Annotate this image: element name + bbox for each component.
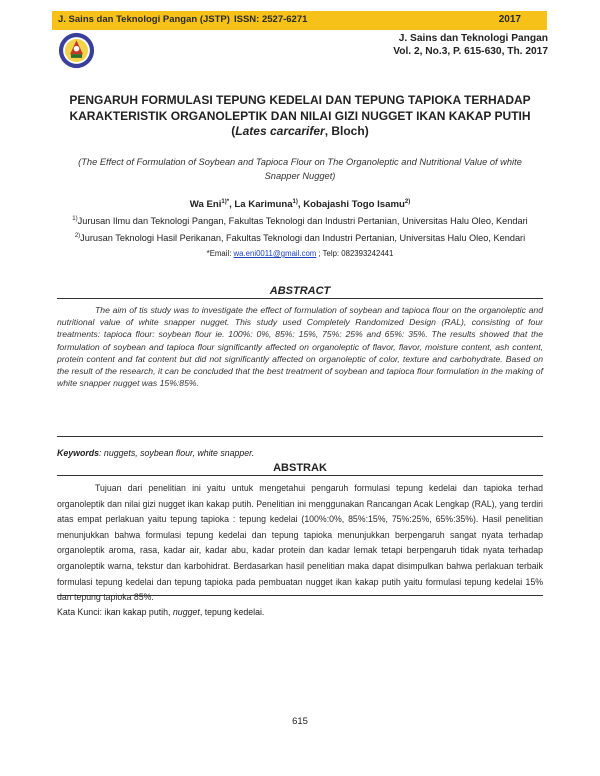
journal-name: J. Sains dan Teknologi Pangan (JSTP): [58, 14, 230, 25]
title-part1: PENGARUH FORMULASI TEPUNG KEDELAI DAN TEPUNG TAPIOKA TERHADAP KARAKTERISTIK ORGANOLEPTIK DAN NILAI GIZI NUGGET IKAN KAKAP PUTIH (: [69, 93, 531, 138]
journal-header-bar: [52, 11, 547, 30]
kata-kunci: [57, 607, 543, 617]
abstrak-body: Tujuan dari penelitian ini yaitu untuk mengetahui pengaruh formulasi tepung kedelai dan tapioka terhad organoleptik dan nilai gizi nugget ikan kakap putih. Penelitian ini menggunakan Rancangan Acak Lengkap (RAL), yang terdiri atas empat perlakuan yaitu tepung tapioka : tepung kedelai (100%:0%, 85%:15%, 75%:25%, 65%:35%). Hasil penelitian menunjukkan bahwa formulasi tepung kedelai dan tepung tapioka menunjukkan berpengaruh sangat nyata terhadap organoleptik aroma, rasa, kadar air, kadar abu, kadar protein dan kadar lemak tetapi berpengaruh tidak nyata terhadap organoleptik warna, tekstur dan karbohidrat. Berdasarkan hasil penelitian maka dapat disimpulkan bahwa perlakuan terbaik formulasi tepung kedelai dan tepung tapioka pada pembuatan nugget ikan kakap putih yaitu formulasi tepung kedelai 15% dan tepung tapioka 85%.: [57, 483, 543, 603]
affiliation: [60, 233, 540, 243]
divider: [57, 298, 543, 299]
kata-kunci-italic: nugget: [172, 607, 200, 617]
affiliation: [60, 216, 540, 226]
keywords-text: : nuggets, soybean flour, white snapper.: [99, 448, 255, 458]
kata-kunci-prefix: Kata Kunci: ikan kakap putih,: [57, 607, 173, 617]
title-part2: , Bloch): [324, 124, 369, 138]
divider: [57, 475, 543, 476]
journal-short-name: J. Sains dan Teknologi Pangan: [398, 33, 548, 44]
abstract-heading: ABSTRACT: [269, 285, 331, 297]
page-number: 615: [292, 716, 308, 727]
abstrak-heading: ABSTRAK: [273, 462, 327, 474]
authors: Wa Eni$^{1)*}$, La Karimuna$^{1)}$, Kobajashi Togo Isamu$^{2)}$: [189, 199, 411, 211]
affiliation-sup: 1): [72, 216, 78, 222]
affiliation-text: Jurusan Teknologi Hasil Perikanan, Fakultas Teknologi dan Industri Pertanian, Universitas Halu Oleo, Kendari: [80, 233, 526, 244]
affiliation-sup: 2): [74, 233, 81, 239]
university-logo: [58, 32, 95, 69]
contact-line: [60, 249, 540, 258]
issn: ISSN: 2527-6271: [234, 14, 308, 25]
kata-kunci-suffix: , tepung kedelai.: [199, 607, 265, 617]
abstract-body: The aim of tis study was to investigate the effect of formulation of soybean and tapioca flour on the organoleptic and nutritional value of white snapper nugget. This study used Completely Randomized Design (RAL), consisting of four treatments: tapioca flour: soybean flour ie. 100%: 0%, 85%: 15%, 75%: 25% and 65%: 35%. The results showed that the formulation of soybean and tapioca flour significantly affected on organoleptic of flavor, flavor, moisture content, ash content, protein content and fat content but did not significantly affected on organoleptic of color, texture and carbohydrate. Based on the result of the research, it can be concluded that the best treatment of soybean and tapioca flour formulation in the making of white snapper nugget was 15%:85%.: [57, 305, 543, 389]
author-name: Wa Eni: [189, 199, 222, 211]
author-name: Kobajashi Togo Isamu: [303, 199, 405, 211]
paper-subtitle: (The Effect of Formulation of Soybean and Tapioca Flour on The Organoleptic and Nutritional Value of white Snapper Nugget): [78, 157, 522, 181]
divider: [57, 436, 543, 437]
paper-title: [60, 93, 540, 140]
journal-info: [393, 32, 548, 58]
email-link[interactable]: wa.eni0011@gmail.com: [233, 249, 317, 258]
divider: [57, 595, 543, 596]
keywords: [57, 448, 543, 458]
email-prefix: *Email:: [206, 249, 234, 258]
title-species: Lates carcarifer: [235, 124, 325, 138]
journal-year: 2017: [498, 14, 521, 25]
author-sup: 1): [292, 199, 298, 205]
author-sup: 1)*: [221, 199, 230, 205]
affiliation-text: Jurusan Ilmu dan Teknologi Pangan, Fakultas Teknologi dan Industri Pertanian, Universitas Halu Oleo, Kendari: [77, 216, 528, 227]
volume-info: Vol. 2, No.3, P. 615-630, Th. 2017: [393, 46, 548, 57]
author-sup: 2): [404, 199, 411, 205]
keywords-label: Keywords: [57, 448, 100, 458]
author-name: La Karimuna: [234, 199, 293, 211]
telp: ; Telp: 082393242441: [316, 249, 394, 258]
